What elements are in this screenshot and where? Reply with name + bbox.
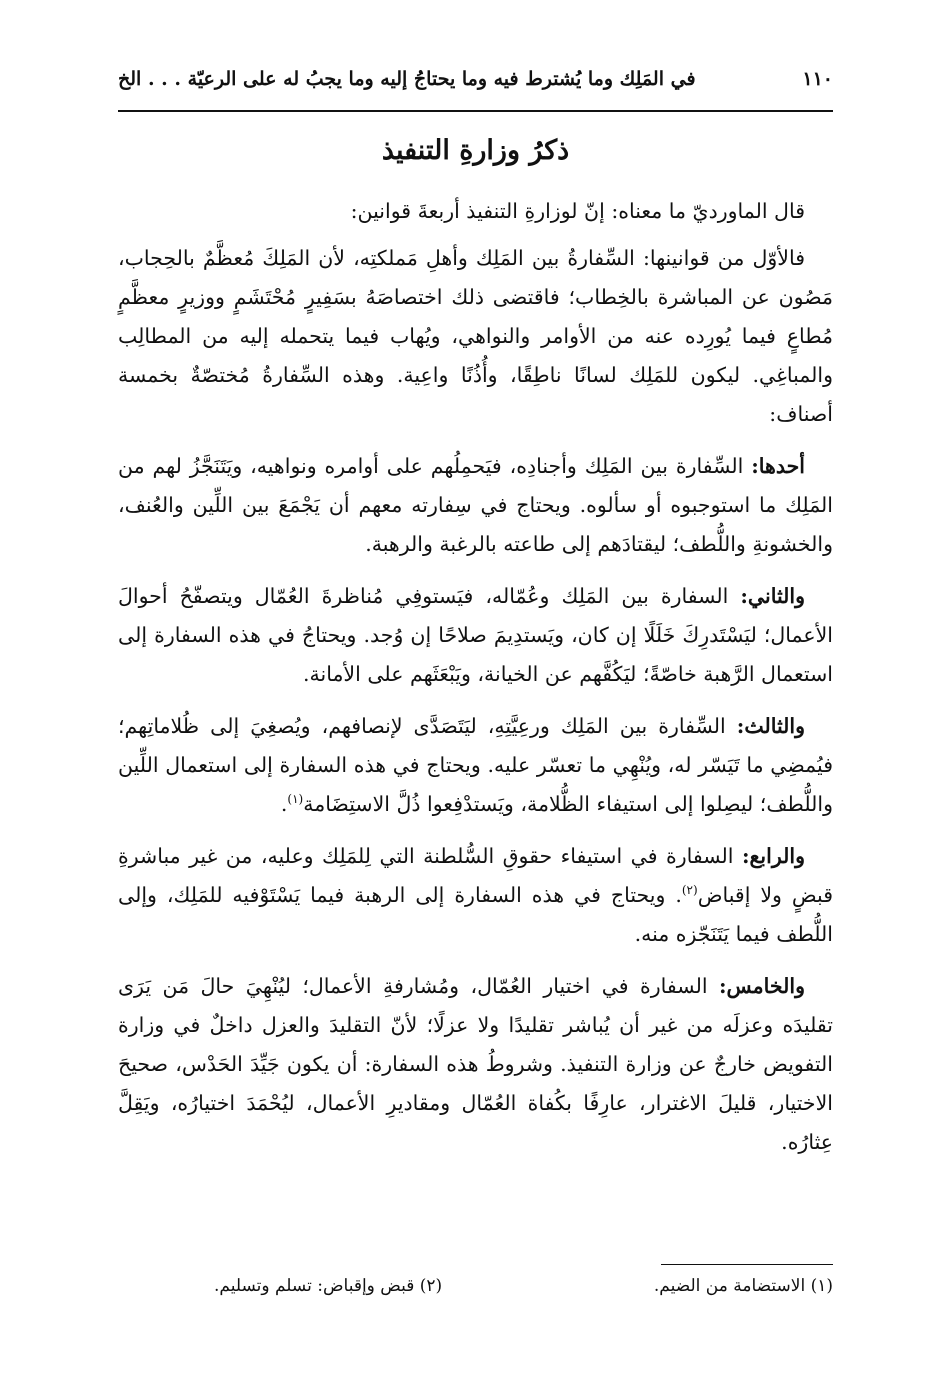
main-text	[118, 192, 833, 1175]
page-number: ١١٠	[802, 68, 833, 90]
paragraph-type-5	[118, 967, 833, 1162]
footnotes	[118, 1276, 833, 1296]
paragraph-lead: والثاني:	[740, 584, 805, 608]
page-header	[118, 68, 833, 96]
paragraph-tail: . ويحتاج في هذه السفارة إلى الرهبة فيما يَسْتَوْفيه للمَلِك، وإلى اللُّطف فيما يَتَنَجّزه منه.	[118, 883, 833, 946]
footnote-2: (٢) قبض وإقباض: تسلم وتسليم.	[214, 1276, 443, 1296]
running-title: في المَلِك وما يُشترط فيه وما يحتاجُ إليه وما يجبُ له على الرعيّة . . . الخ	[118, 68, 696, 90]
footnote-1: (١) الاستضامة من الضيم.	[653, 1276, 833, 1296]
header-rule	[118, 110, 833, 112]
paragraph-lead: والرابع:	[741, 844, 805, 868]
paragraph-text: السفارة بين المَلِك وعُمّاله، فيَستوفِي مُناظرةَ العُمّال ويتصفّحُ أحوالَ الأعمال؛ ليَسْتَدرِكَ خَلَلًا إن كان، ويَستدِيمَ صلاحًا إن وُجد. ويحتاجُ في هذه السفارة إلى استعمال الرَّهبة خاصّةً؛ ليَكُفَّهم عن الخيانة، ويَبْعَثَهم على الأمانة.	[118, 584, 833, 686]
paragraph-text: السفارة في استيفاء حقوقِ السُّلطنة التي لِلمَلِك وعليه، من غير مباشرةِ قبضٍ ولا إقباض	[118, 844, 834, 907]
footnote-rule	[661, 1264, 833, 1265]
paragraph-text: السفارة في اختيار العُمّال، ومُشارفةِ الأعمال؛ ليُنْهِيَ حالَ مَن يَرَى تقليدَه وعزلَه من غير أن يُباشر تقليدًا ولا عزلًا؛ لأنّ التقليدَ والعزل داخلٌ في وزارة التفويض خارجٌ عن وزارة التنفيذ. وشروطُ هذه السفارة: أن يكون جَيِّدَ الحَدْس، صحيحَ الاختيار، قليلَ الاغترار، عارِفًا بكُفاة العُمّال ومقاديرِ الأعمال، ليُحْمَدَ اختيارُه، ويَقِلَّ عِثارُه.	[118, 974, 833, 1154]
paragraph-tail: .	[280, 792, 288, 816]
paragraph-text: السِّفارة بين المَلِك ورعِيَّتِهِ، ليَتَصَدَّى لإنصافهم، ويُصغِيَ إلى ظُلاماتِهم؛ فيُمضِي ما تَيَسّر له، ويُنْهِي ما تعسّر عليه. ويحتاج في هذه السفارة إلى استعمال اللِّين واللُّطف؛ ليصِلوا إلى استيفاء الظُّلامة، ويَستدْفِعوا ذُلَّ الاستِضَامة	[118, 714, 833, 816]
paragraph-type-1	[118, 447, 833, 564]
paragraph-lead: والثالث:	[736, 714, 805, 738]
section-title: ذكرُ وزارةِ التنفيذ	[381, 135, 570, 166]
paragraph-type-2	[118, 577, 833, 694]
paragraph-first-law	[118, 239, 833, 434]
footnote-marker: (١)	[287, 792, 304, 807]
paragraph-text: السِّفارة بين المَلِك وأجنادِه، فيَحمِلُهم على أوامره ونواهيه، ويَتَنَجَّزُ لهم من المَلِك ما استوجبوه أو سألوه. ويحتاج في سِفارته معهم أن يَجْمَعَ بين اللِّين والعُنف، والخشونةِ واللُّطف؛ ليقتادَهم إلى طاعته بالرغبة والرهبة.	[118, 454, 833, 556]
intro-paragraph: قال الماورديّ ما معناه: إنّ لوزارةِ التنفيذ أربعةَ قوانين:	[350, 199, 805, 223]
paragraph-type-3	[118, 707, 833, 824]
footnote-marker: (٢)	[681, 883, 698, 898]
paragraph-text: فالأوّل من قوانينها: السِّفارةُ بين المَلِك وأهلِ مَملكتِه، لأن المَلِكَ مُعظَّمٌ بالحِجاب، مَصُون عن المباشرة بالخِطاب؛ فاقتضى ذلك اختصاصَهُ بسَفِيرٍ مُحْتَشَمٍ ووزيرٍ معظَّمٍ مُطاعٍ فيما يُورِده عنه من الأوامر والنواهي، ويُهاب فيما يتحمله إليه من المطالِب والمباغِي. ليكون للمَلِك لسانًا ناطِقًا، وأُذُنًا واعِية. وهذه السِّفارةُ مُختصّةٌ بخمسة أصناف:	[118, 246, 833, 426]
paragraph-lead: والخامس:	[718, 974, 805, 998]
paragraph-lead: أحدها:	[751, 454, 805, 478]
paragraph-type-4	[118, 837, 833, 954]
